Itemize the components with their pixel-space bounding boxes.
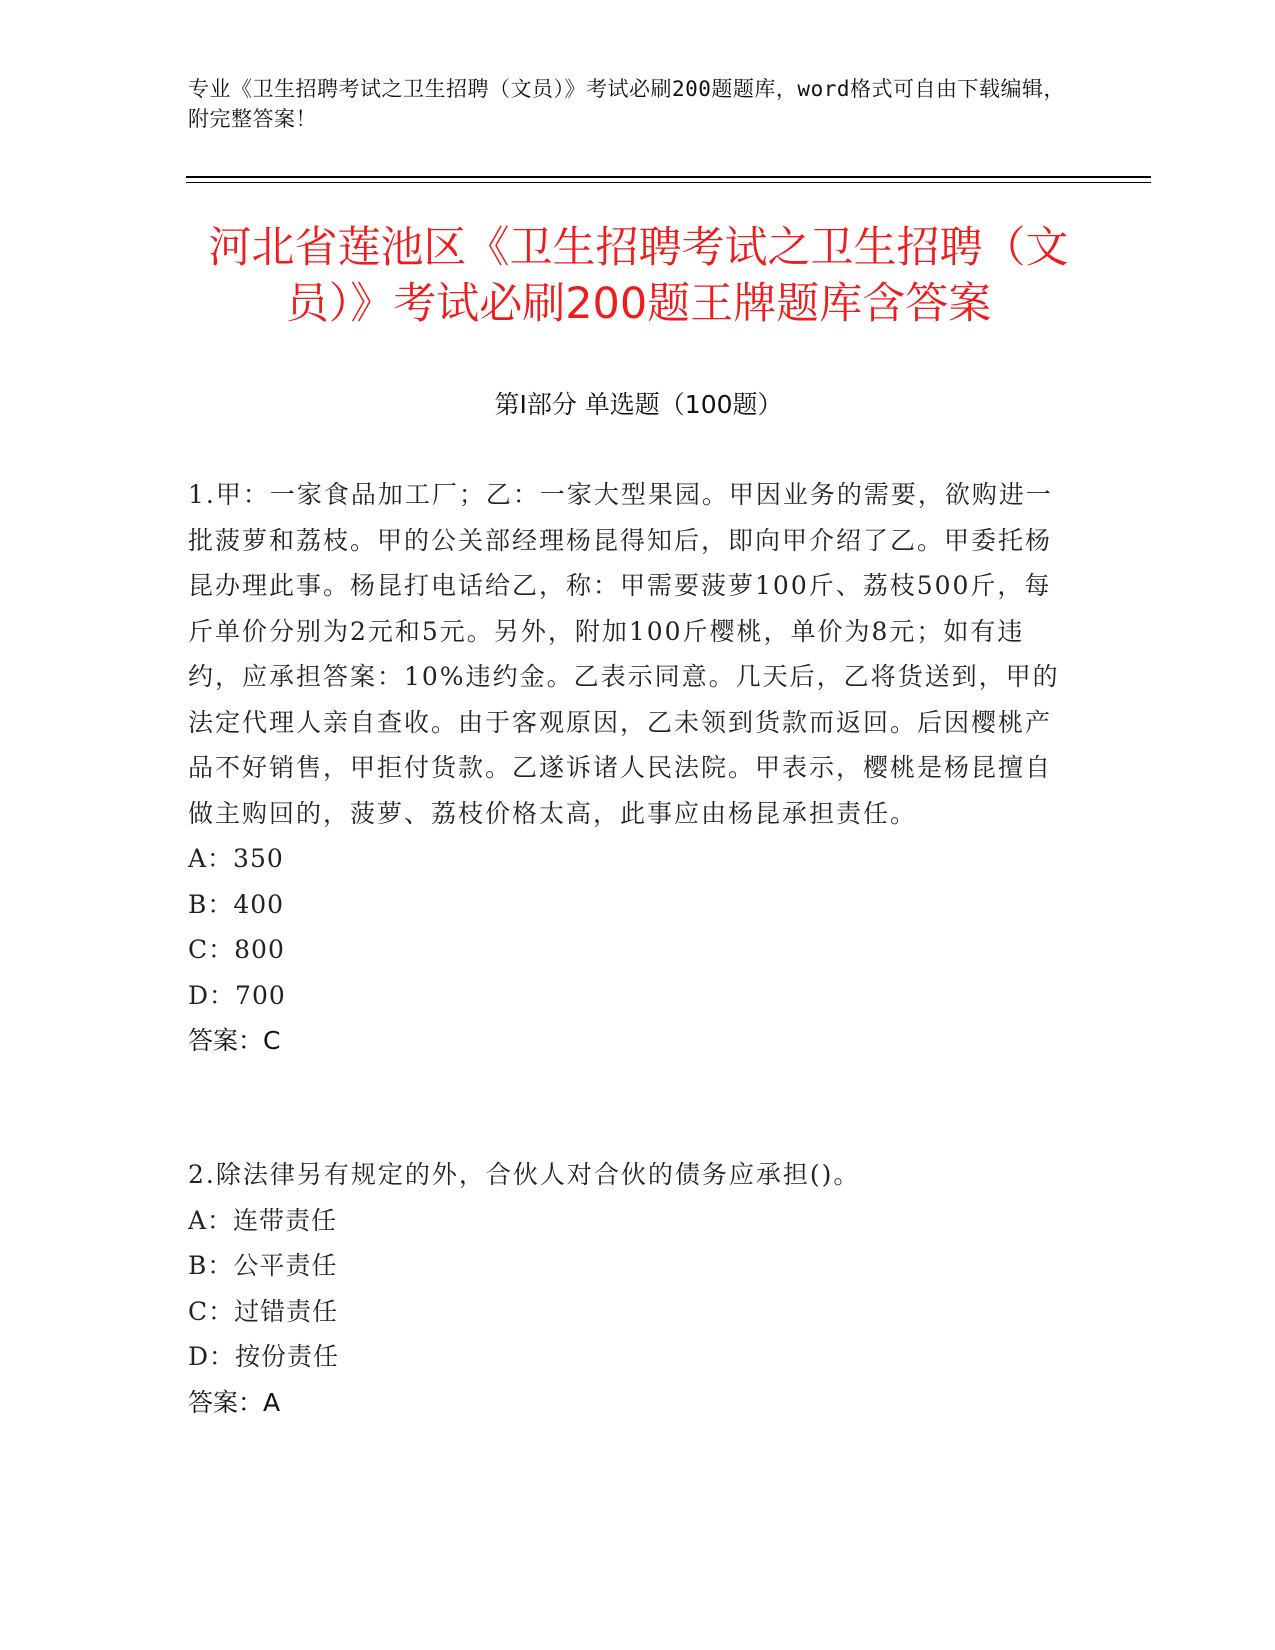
section-title: 第Ⅰ部分 单选题（100题） [494,390,783,419]
option-d: D：700 [188,980,286,1010]
question-1 [188,472,1068,1064]
question-stem: 2.除法律另有规定的外，合伙人对合伙的债务应承担()。 [188,1160,861,1189]
answer: 答案：C [188,1026,281,1055]
question-stem: 1.甲：一家食品加工厂；乙：一家大型果园。甲因业务的需要，欲购进一批菠萝和荔枝。甲的公关部经理杨昆得知后，即向甲介绍了乙。甲委托杨昆办理此事。杨昆打电话给乙，称：甲需要菠萝100斤、荔枝500斤，每斤单价分别为2元和5元。另外，附加100斤樱桃，单价为8元；如有违约，应承担答案：10%违约金。乙表示同意。几天后，乙将货送到，甲的法定代理人亲自查收。由于客观原因，乙未领到货款而返回。后因樱桃产品不好销售，甲拒付货款。乙遂诉诸人民法院。甲表示，樱桃是杨昆擅自做主购回的，菠萝、荔枝价格太高，此事应由杨昆承担责任。 [188,480,1060,828]
question-2 [188,1152,1068,1425]
header-rule-thick [186,176,1151,178]
option-b: B：400 [188,889,285,919]
answer: 答案：A [188,1387,281,1417]
option-d: D：按份责任 [188,1342,340,1371]
header-rule-thin [186,182,1151,183]
header-note: 专业《卫生招聘考试之卫生招聘（文员）》考试必刷200题题库，word格式可自由下载编辑，附完整答案！ [188,77,1065,131]
option-b: B：公平责任 [188,1251,338,1280]
document-title: 河北省莲池区《卫生招聘考试之卫生招聘（文员）》考试必刷200题王牌题库含答案 [208,223,1069,329]
option-c: C：过错责任 [188,1296,339,1326]
option-c: C：800 [188,935,285,964]
option-a: A：连带责任 [188,1205,338,1235]
option-a: A：350 [188,844,284,873]
